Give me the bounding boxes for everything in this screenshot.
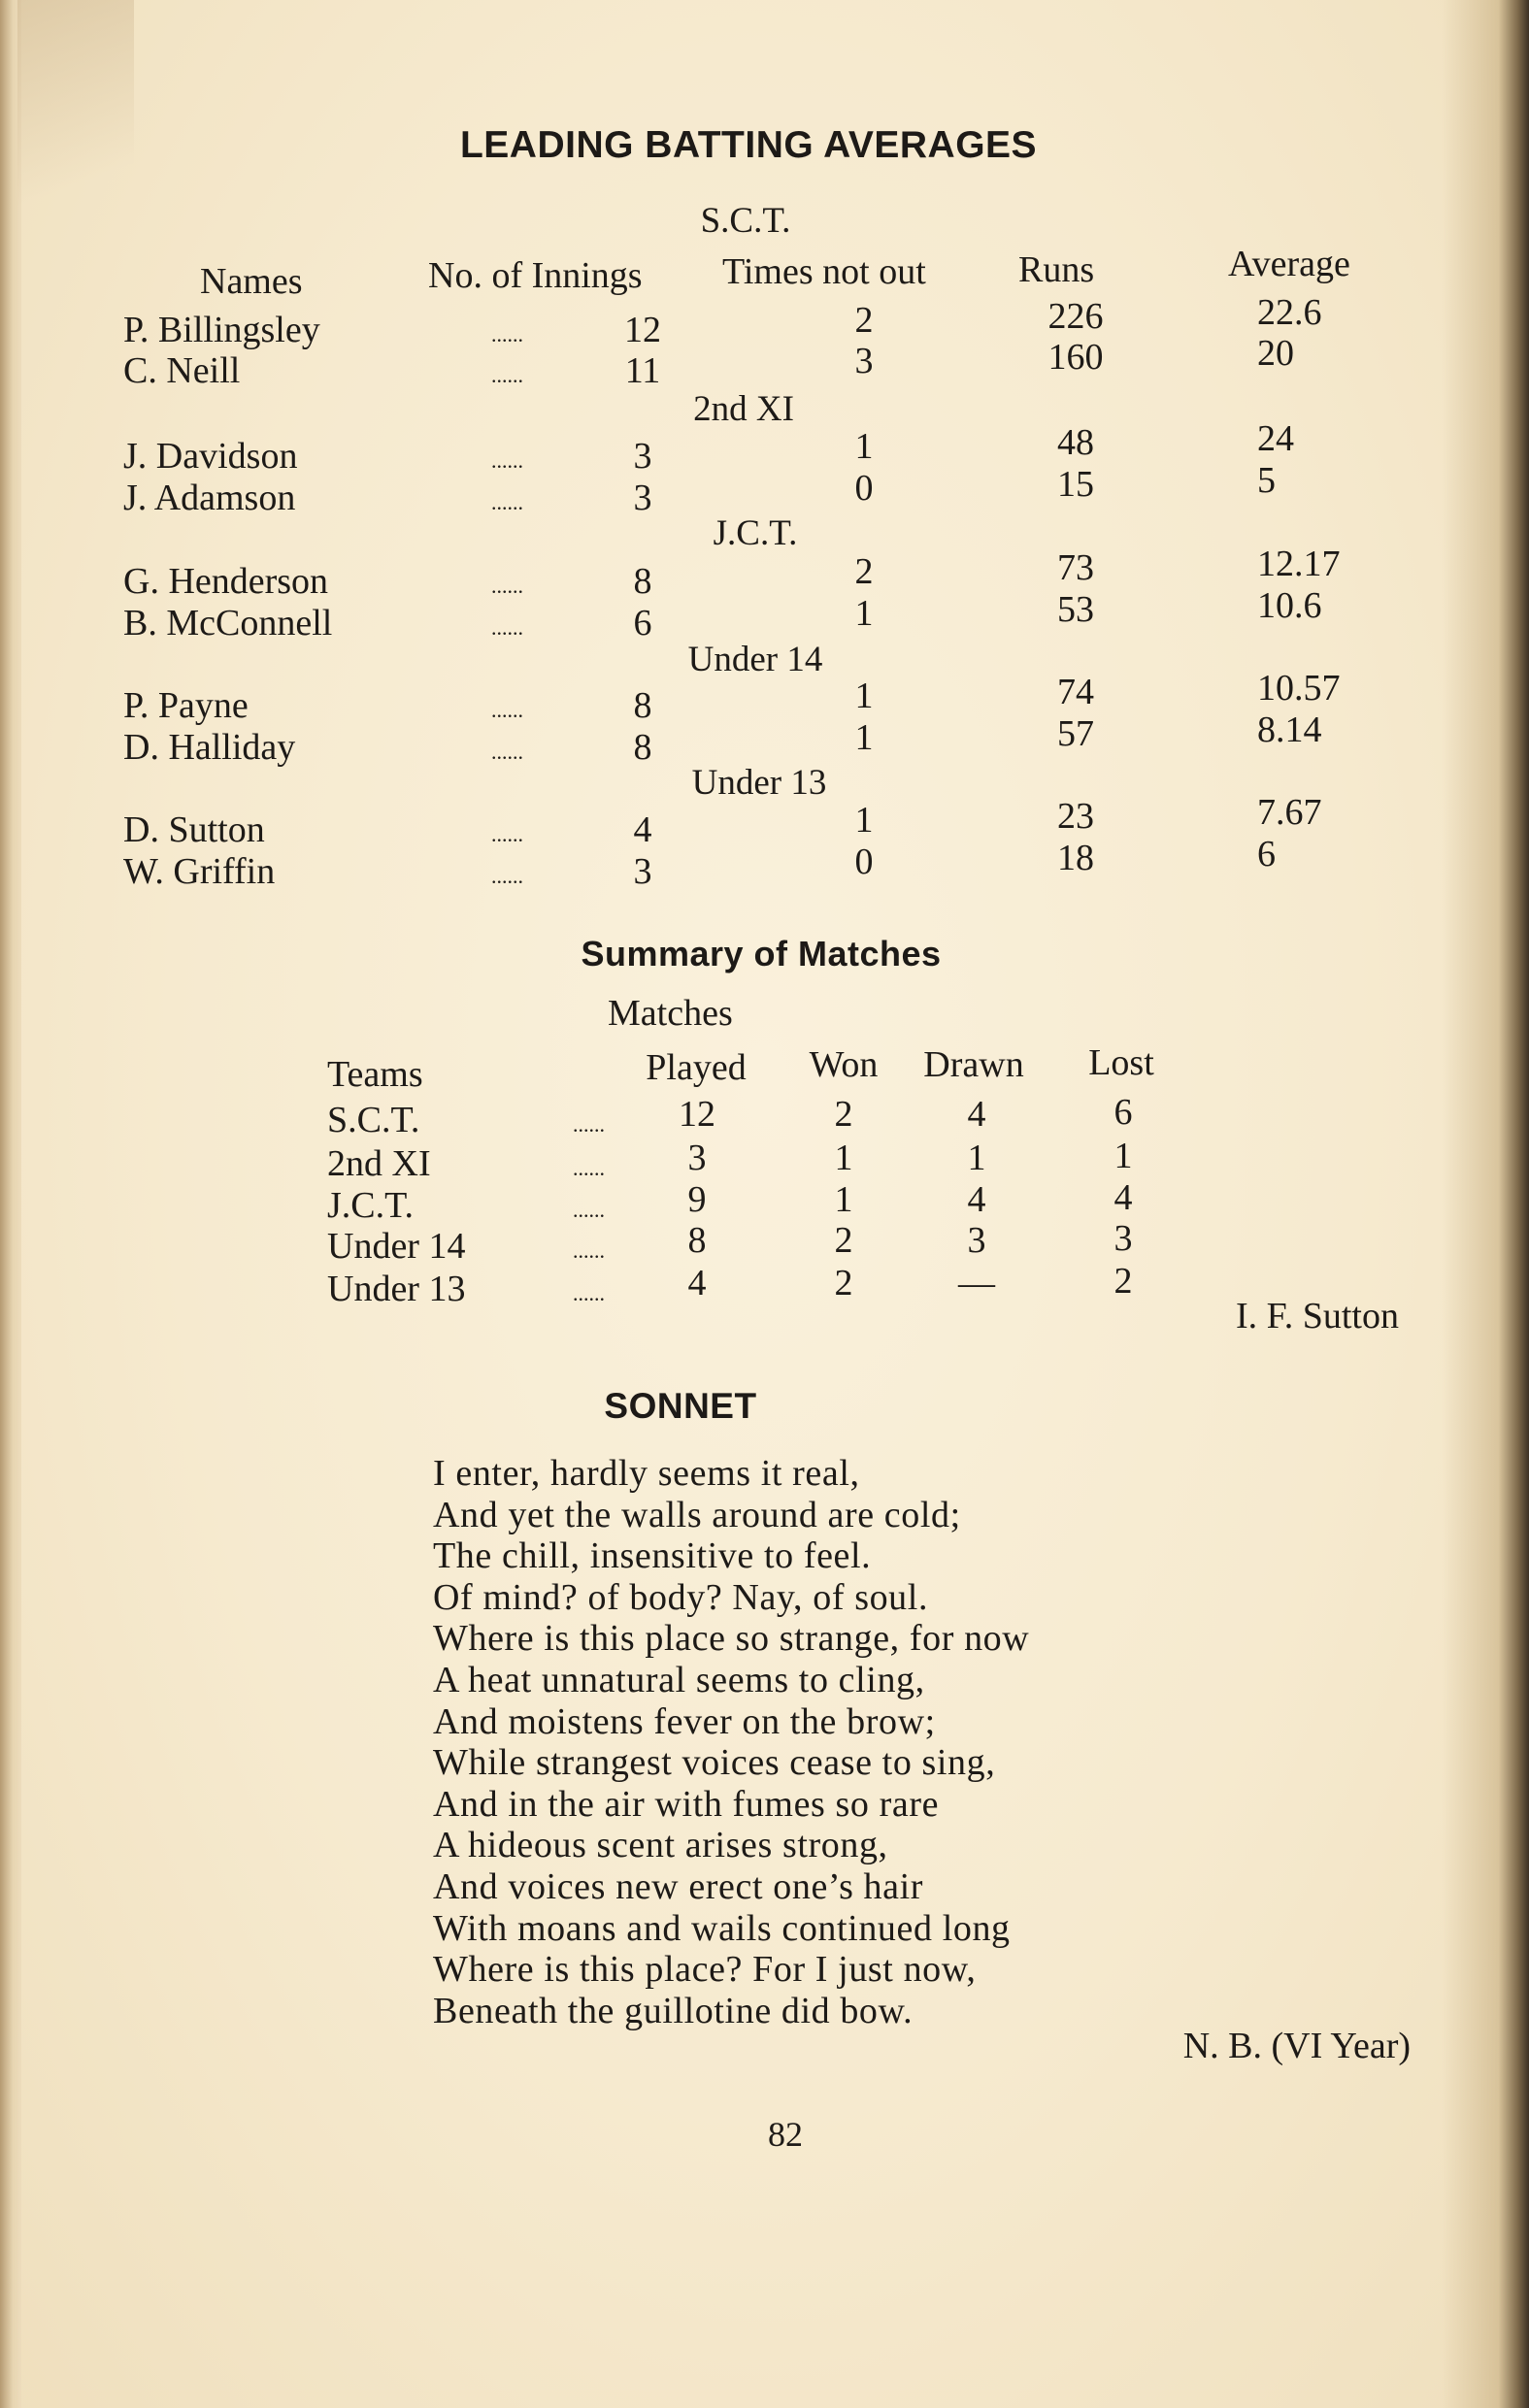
sonnet-line: With moans and wails continued long — [433, 1907, 1011, 1949]
sonnet-body — [433, 1453, 1029, 2031]
group-label: S.C.T. — [700, 201, 791, 241]
sonnet-line: Where is this place? For I just now, — [433, 1949, 977, 1991]
runs-value: 48 — [1057, 422, 1094, 463]
drawn-value: 4 — [967, 1179, 986, 1220]
group-label: Under 13 — [691, 763, 827, 803]
sonnet-line: A hideous scent arises strong, — [433, 1825, 888, 1866]
leader-dots: ...... — [491, 574, 523, 598]
leader-dots: ...... — [491, 740, 523, 764]
average-value: 10.57 — [1257, 668, 1341, 709]
won-value: 2 — [834, 1094, 853, 1135]
innings-value: 4 — [633, 809, 652, 850]
leader-dots: ...... — [491, 490, 523, 514]
sonnet-line: Of mind? of body? Nay, of soul. — [433, 1576, 929, 1618]
runs-value: 23 — [1057, 796, 1094, 837]
header-lost: Lost — [1088, 1042, 1154, 1083]
runs-value: 15 — [1057, 464, 1094, 505]
lost-value: 6 — [1114, 1092, 1133, 1133]
average-value: 12.17 — [1257, 544, 1341, 584]
innings-value: 3 — [633, 851, 652, 892]
group-label: Under 14 — [687, 640, 823, 679]
runs-value: 73 — [1057, 547, 1094, 588]
innings-value: 11 — [624, 350, 661, 391]
played-value: 9 — [687, 1179, 707, 1220]
not-out-value: 1 — [854, 426, 874, 467]
not-out-value: 3 — [854, 341, 874, 381]
player-name: D. Sutton — [123, 809, 265, 850]
innings-value: 3 — [633, 436, 652, 477]
leader-dots: ...... — [491, 448, 523, 473]
header-names: Names — [200, 261, 303, 302]
innings-value: 8 — [633, 685, 652, 726]
drawn-value: 3 — [967, 1220, 986, 1261]
leader-dots: ...... — [491, 864, 523, 888]
sonnet-line: I enter, hardly seems it real, — [433, 1453, 860, 1494]
won-value: 1 — [834, 1138, 853, 1178]
header-not-out: Times not out — [722, 251, 926, 292]
team-name: S.C.T. — [327, 1100, 420, 1140]
summary-signature: I. F. Sutton — [1236, 1296, 1399, 1336]
drawn-value: 1 — [967, 1138, 986, 1178]
average-value: 10.6 — [1257, 585, 1322, 626]
drawn-value: 4 — [967, 1094, 986, 1135]
lost-value: 2 — [1114, 1261, 1133, 1302]
not-out-value: 0 — [854, 468, 874, 509]
average-value: 24 — [1257, 418, 1294, 459]
header-played: Played — [646, 1047, 747, 1088]
innings-value: 3 — [633, 478, 652, 518]
player-name: W. Griffin — [123, 851, 276, 892]
team-name: J.C.T. — [327, 1185, 415, 1226]
runs-value: 74 — [1057, 672, 1094, 712]
leader-dots: ...... — [573, 1281, 605, 1305]
not-out-value: 1 — [854, 717, 874, 758]
player-name: D. Halliday — [123, 727, 296, 768]
page-stain — [17, 0, 134, 252]
lost-value: 1 — [1114, 1136, 1133, 1176]
not-out-value: 1 — [854, 800, 874, 841]
page-gutter-shadow — [1442, 0, 1529, 2408]
header-runs: Runs — [1018, 249, 1095, 290]
player-name: P. Billingsley — [123, 310, 320, 350]
sonnet-line: While strangest voices cease to sing, — [433, 1742, 996, 1784]
player-name: J. Adamson — [123, 478, 296, 518]
page-number: 82 — [768, 2115, 803, 2154]
sonnet-line: The chill, insensitive to feel. — [433, 1535, 872, 1577]
header-innings: No. of Innings — [428, 255, 643, 296]
leader-dots: ...... — [573, 1198, 605, 1222]
header-average: Average — [1228, 244, 1350, 284]
team-name: 2nd XI — [327, 1143, 431, 1184]
lost-value: 3 — [1114, 1218, 1133, 1259]
average-value: 6 — [1257, 834, 1276, 874]
not-out-value: 2 — [854, 300, 874, 341]
summary-super-header: Matches — [608, 993, 733, 1034]
lost-value: 4 — [1114, 1177, 1133, 1218]
sonnet-title: SONNET — [604, 1386, 757, 1426]
innings-value: 8 — [633, 727, 652, 768]
leader-dots: ...... — [491, 822, 523, 846]
sonnet-author: N. B. (VI Year) — [1182, 2026, 1411, 2066]
header-drawn: Drawn — [923, 1044, 1024, 1085]
leader-dots: ...... — [573, 1238, 605, 1263]
leader-dots: ...... — [573, 1112, 605, 1137]
player-name: C. Neill — [123, 350, 241, 391]
played-value: 8 — [687, 1220, 707, 1261]
player-name: G. Henderson — [123, 561, 329, 602]
leader-dots: ...... — [491, 322, 523, 346]
not-out-value: 1 — [854, 676, 874, 716]
summary-title: Summary of Matches — [581, 934, 942, 973]
batting-title: LEADING BATTING AVERAGES — [459, 124, 1038, 166]
played-value: 4 — [687, 1263, 707, 1303]
average-value: 22.6 — [1257, 292, 1322, 333]
average-value: 5 — [1257, 460, 1276, 501]
runs-value: 57 — [1057, 713, 1094, 754]
leader-dots: ...... — [491, 698, 523, 722]
runs-value: 226 — [1047, 296, 1104, 337]
sonnet-line: And voices new erect one’s hair — [433, 1865, 924, 1907]
sonnet-line: And yet the walls around are cold; — [433, 1494, 961, 1535]
played-value: 12 — [679, 1094, 715, 1135]
group-label: 2nd XI — [693, 389, 794, 429]
won-value: 1 — [834, 1179, 853, 1220]
group-label: J.C.T. — [713, 513, 798, 553]
runs-value: 160 — [1047, 337, 1104, 378]
header-teams: Teams — [327, 1054, 423, 1095]
drawn-value: — — [958, 1263, 995, 1303]
runs-value: 18 — [1057, 838, 1094, 878]
page-left-edge — [0, 0, 21, 2408]
sonnet-line: And in the air with fumes so rare — [433, 1783, 940, 1825]
player-name: B. McConnell — [123, 603, 333, 643]
won-value: 2 — [834, 1263, 853, 1303]
played-value: 3 — [687, 1138, 707, 1178]
not-out-value: 2 — [854, 551, 874, 592]
sonnet-line: Where is this place so strange, for now — [433, 1618, 1030, 1660]
team-name: Under 13 — [327, 1269, 466, 1309]
sonnet-line: And moistens fever on the brow; — [433, 1700, 936, 1742]
average-value: 20 — [1257, 333, 1294, 374]
innings-value: 6 — [633, 603, 652, 643]
sonnet-line: Beneath the guillotine did bow. — [433, 1990, 914, 2031]
sonnet-line: A heat unnatural seems to cling, — [433, 1659, 925, 1700]
player-name: J. Davidson — [123, 436, 298, 477]
average-value: 7.67 — [1257, 792, 1322, 833]
leader-dots: ...... — [491, 363, 523, 387]
leader-dots: ...... — [573, 1156, 605, 1180]
average-value: 8.14 — [1257, 709, 1322, 750]
player-name: P. Payne — [123, 685, 249, 726]
team-name: Under 14 — [327, 1226, 466, 1267]
not-out-value: 1 — [854, 593, 874, 634]
runs-value: 53 — [1057, 589, 1094, 630]
innings-value: 12 — [624, 310, 661, 350]
header-won: Won — [809, 1044, 879, 1085]
leader-dots: ...... — [491, 615, 523, 640]
not-out-value: 0 — [854, 841, 874, 882]
won-value: 2 — [834, 1220, 853, 1261]
innings-value: 8 — [633, 561, 652, 602]
